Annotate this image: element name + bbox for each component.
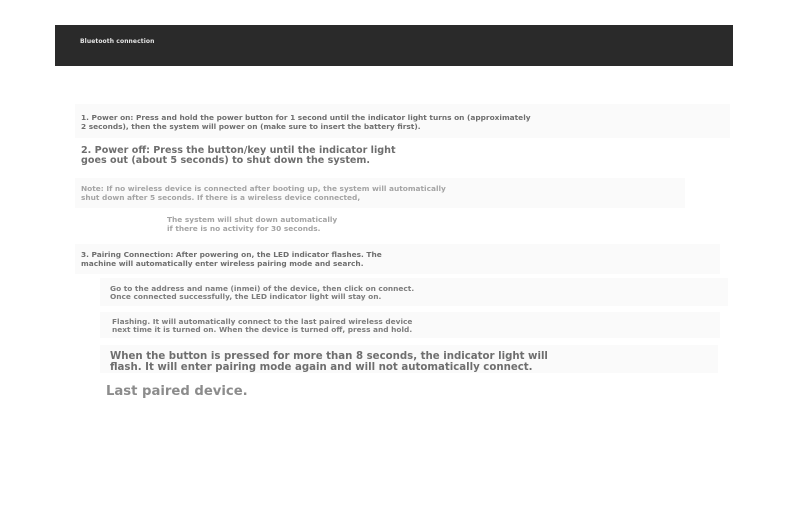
reconnect-text-line: next time it is turned on. When the device is turned off, press and hold. xyxy=(112,325,413,334)
long-press-text-line: When the button is pressed for more than 8 seconds, the indicator light will xyxy=(110,351,548,362)
power-on-text-line: 2 seconds), then the system will power on (make sure to insert the battery first). xyxy=(81,122,421,131)
note-text-line: Note: If no wireless device is connected after booting up, the system will automatically xyxy=(81,184,446,193)
long-press-text-line: flash. It will enter pairing mode again and will not automatically connect. xyxy=(110,362,533,373)
pairing-text-line: 3. Pairing Connection: After powering on, the LED indicator flashes. The xyxy=(81,250,382,259)
connect-steps-text-line: Once connected successfully, the LED indicator light will stay on. xyxy=(110,292,382,301)
power-off-text-line: goes out (about 5 seconds) to shut down the system. xyxy=(81,155,371,166)
auto-shutdown-text-line: if there is no activity for 30 seconds. xyxy=(167,224,321,233)
auto-shutdown-text-line: The system will shut down automatically xyxy=(167,215,338,224)
reconnect-text-line: Flashing. It will automatically connect to the last paired wireless device xyxy=(112,317,413,326)
last-paired-text: Last paired device. xyxy=(106,384,248,399)
page-title: Bluetooth connection xyxy=(80,38,155,45)
header-banner xyxy=(55,25,733,66)
connect-steps-text-line: Go to the address and name (inmei) of the device, then click on connect. xyxy=(110,284,415,293)
pairing-text-line: machine will automatically enter wireless pairing mode and search. xyxy=(81,259,364,268)
power-on-text-line: 1. Power on: Press and hold the power button for 1 second until the indicator light turns on (approximately xyxy=(81,113,531,122)
note-text-line: shut down after 5 seconds. If there is a wireless device connected, xyxy=(81,193,361,202)
power-off-text-line: 2. Power off: Press the button/key until the indicator light xyxy=(81,145,396,156)
